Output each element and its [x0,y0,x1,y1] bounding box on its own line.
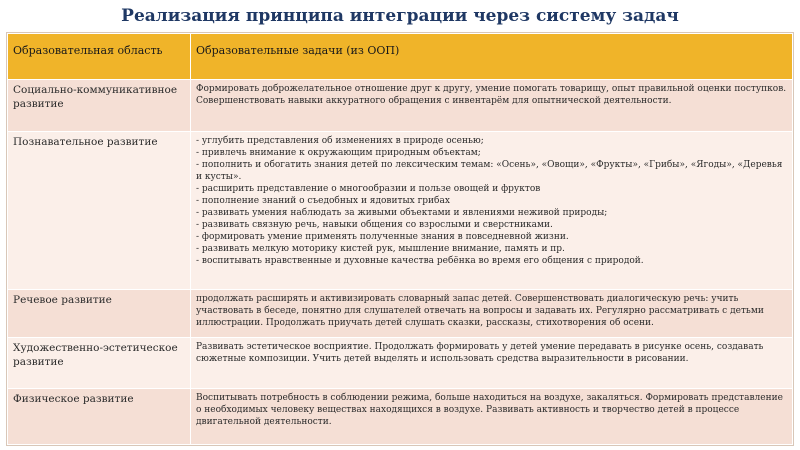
tasks-table-container [6,32,794,446]
task-item: - расширить представление о многообразии и пользе овощей и фруктов [196,184,541,195]
area-cell: Познавательное развитие [8,132,191,289]
table-row [8,132,793,289]
task-item: - пополнение знаний о съедобных и ядовитых грибах [196,196,450,207]
task-item: - развивать связную речь, навыки общения со взрослыми и сверстниками. [196,220,553,231]
task-item: - развивать умения наблюдать за живыми объектами и явлениями неживой природы; [196,208,608,219]
tasks-cell [191,80,793,132]
area-cell: Социально-коммуникативное развитие [8,80,191,132]
tasks-cell [191,388,793,445]
task-text: Воспитывать потребность в соблюдении режима, больше находиться на воздухе, закаляться. Формировать представление о необходимых человеку веществах находящихся в воздухе. Развивать активность и творчество детей в процессе двигательной деятельности. [196,392,783,427]
tasks-cell [191,132,793,289]
table-row [8,388,793,445]
task-item: - привлечь внимание к окружающим природным объектам; [196,148,481,159]
task-item: - воспитывать нравственные и духовные качества ребёнка во время его общения с природой. [196,256,644,267]
header-area: Образовательная область [8,34,191,80]
tasks-table [7,33,793,445]
area-cell: Речевое развитие [8,289,191,337]
area-cell: Художественно-эстетическое развитие [8,338,191,388]
task-text: Формировать доброжелательное отношение друг к другу, умение помогать товарищу, опыт правильной оценки поступков. Совершенствовать навыки аккуратного обращения с инвентарём для опытнической деятельности. [196,84,787,106]
task-item: - развивать мелкую моторику кистей рук, мышление внимание, память и пр. [196,244,565,255]
table-row [8,289,793,337]
tasks-cell [191,338,793,388]
task-text: продолжать расширять и активизировать словарный запас детей. Совершенствовать диалогическую речь: учить участвовать в беседе, понятно для слушателей отвечать на вопросы и задавать их. Регулярно рассматривать с детьми иллюстрации. Продолжать приучать детей слушать сказки, рассказы, стихотворения об осени. [196,293,764,328]
table-header-row [8,34,793,80]
table-row [8,80,793,132]
tasks-cell [191,289,793,337]
page-title: Реализация принципа интеграции через систему задач [121,6,679,26]
task-text: Развивать эстетическое восприятие. Продолжать формировать у детей умение передавать в рисунке осень, создавать сюжетные композиции. Учить детей выделять и использовать средства выразительности в рисовании. [196,342,764,365]
table-row [8,338,793,388]
area-cell: Физическое развитие [8,388,191,445]
header-tasks: Образовательные задачи (из ООП) [191,34,793,80]
task-item: - формировать умение применять полученные знания в повседневной жизни. [196,232,569,243]
task-item: - пополнить и обогатить знания детей по лексическим темам: «Осень», «Овощи», «Фрукты», «Грибы», «Ягоды», «Деревья и кусты». [196,160,783,183]
task-item: - углубить представления об изменениях в природе осенью; [196,136,484,147]
